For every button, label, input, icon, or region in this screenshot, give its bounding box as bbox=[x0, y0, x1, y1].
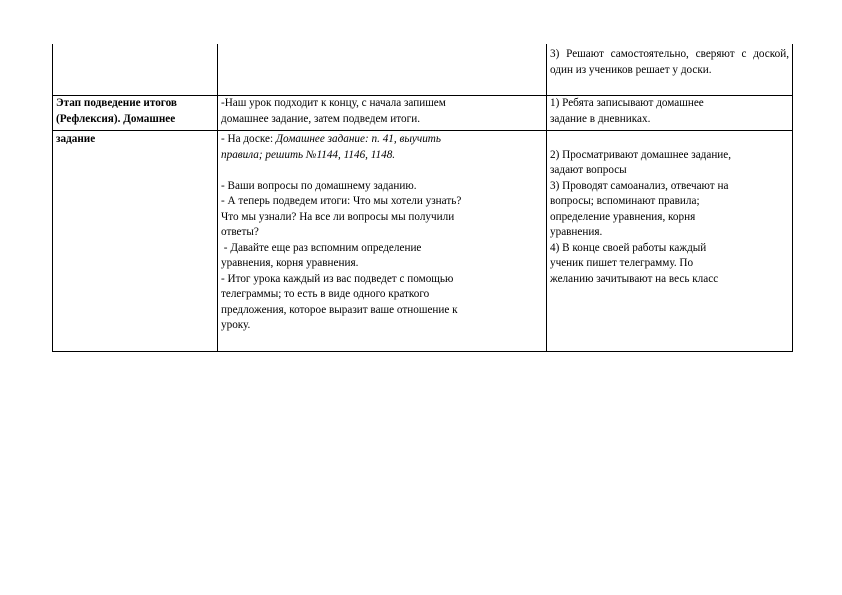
stage-title-line1: Этап подведение итогов bbox=[56, 97, 177, 109]
table-cell-row1-col1 bbox=[53, 96, 217, 127]
teacher-text-line: - Итог урока каждый из вас подведет с помощью bbox=[221, 272, 454, 285]
student-text-line: желанию зачитывают на весь класс bbox=[550, 272, 719, 285]
table-border-right bbox=[792, 44, 793, 352]
student-text-line: уравнения. bbox=[550, 226, 603, 238]
table-cell-row1-col3 bbox=[547, 96, 792, 127]
student-text-line: задают вопросы bbox=[550, 164, 627, 176]
paragraph-gap bbox=[221, 163, 543, 179]
homework-prefix: - На доске: bbox=[221, 133, 276, 145]
student-text-line: 4) В конце своей работы каждый bbox=[550, 241, 707, 254]
student-text-line: определение уравнения, корня bbox=[550, 210, 696, 223]
teacher-text-line: ответы? bbox=[221, 226, 259, 238]
teacher-text-line: -Наш урок подходит к концу, с начала запишем bbox=[221, 97, 446, 109]
table-cell-row2-col1 bbox=[53, 132, 217, 148]
table-cell-row1-col2 bbox=[218, 96, 546, 127]
student-text-line: 2) Просматривают домашнее задание, bbox=[550, 148, 732, 161]
teacher-text-line: Что мы узнали? На все ли вопросы мы получили bbox=[221, 210, 455, 223]
student-text-line: ученик пишет телеграмму. По bbox=[550, 257, 694, 269]
homework-line bbox=[221, 132, 543, 148]
cell-text: 3) Решают самостоятельно, сверяют с доской, один из учеников решает у доски. bbox=[550, 48, 789, 76]
table-border-left bbox=[52, 44, 53, 352]
paragraph-gap bbox=[550, 132, 789, 148]
homework-assignment-cont: правила; решить №1144, 1146, 1148. bbox=[221, 148, 396, 161]
table-cell-row2-col2 bbox=[218, 132, 546, 334]
table-border-bottom bbox=[52, 351, 793, 352]
teacher-text-line: - Ваши вопросы по домашнему заданию. bbox=[221, 179, 417, 192]
student-text-line: 1) Ребята записывают домашнее bbox=[550, 97, 704, 109]
table-row-divider bbox=[52, 130, 793, 131]
teacher-text-line: телеграммы; то есть в виде одного краткого bbox=[221, 288, 430, 300]
teacher-text-line: уравнения, корня уравнения. bbox=[221, 257, 359, 269]
student-text-line: вопросы; вспоминают правила; bbox=[550, 195, 700, 207]
teacher-text-line: предложения, которое выразит ваше отношение к bbox=[221, 303, 458, 316]
stage-title-continued: задание bbox=[56, 133, 96, 145]
table-cell-row2-col3 bbox=[547, 132, 792, 287]
homework-assignment: Домашнее задание: п. 41, выучить bbox=[275, 133, 441, 145]
teacher-text-line: - А теперь подведем итоги: Что мы хотели узнать? bbox=[221, 195, 462, 207]
student-text-line: задание в дневниках. bbox=[550, 112, 651, 125]
student-text-line: 3) Проводят самоанализ, отвечают на bbox=[550, 179, 729, 192]
teacher-text-line: уроку. bbox=[221, 319, 251, 331]
teacher-text-line: домашнее задание, затем подведем итоги. bbox=[221, 112, 420, 125]
teacher-text-line: - Давайте еще раз вспомним определение bbox=[221, 241, 422, 254]
table-cell-row0-col3 bbox=[547, 47, 792, 78]
stage-title-line2: (Рефлексия). Домашнее bbox=[56, 112, 176, 125]
